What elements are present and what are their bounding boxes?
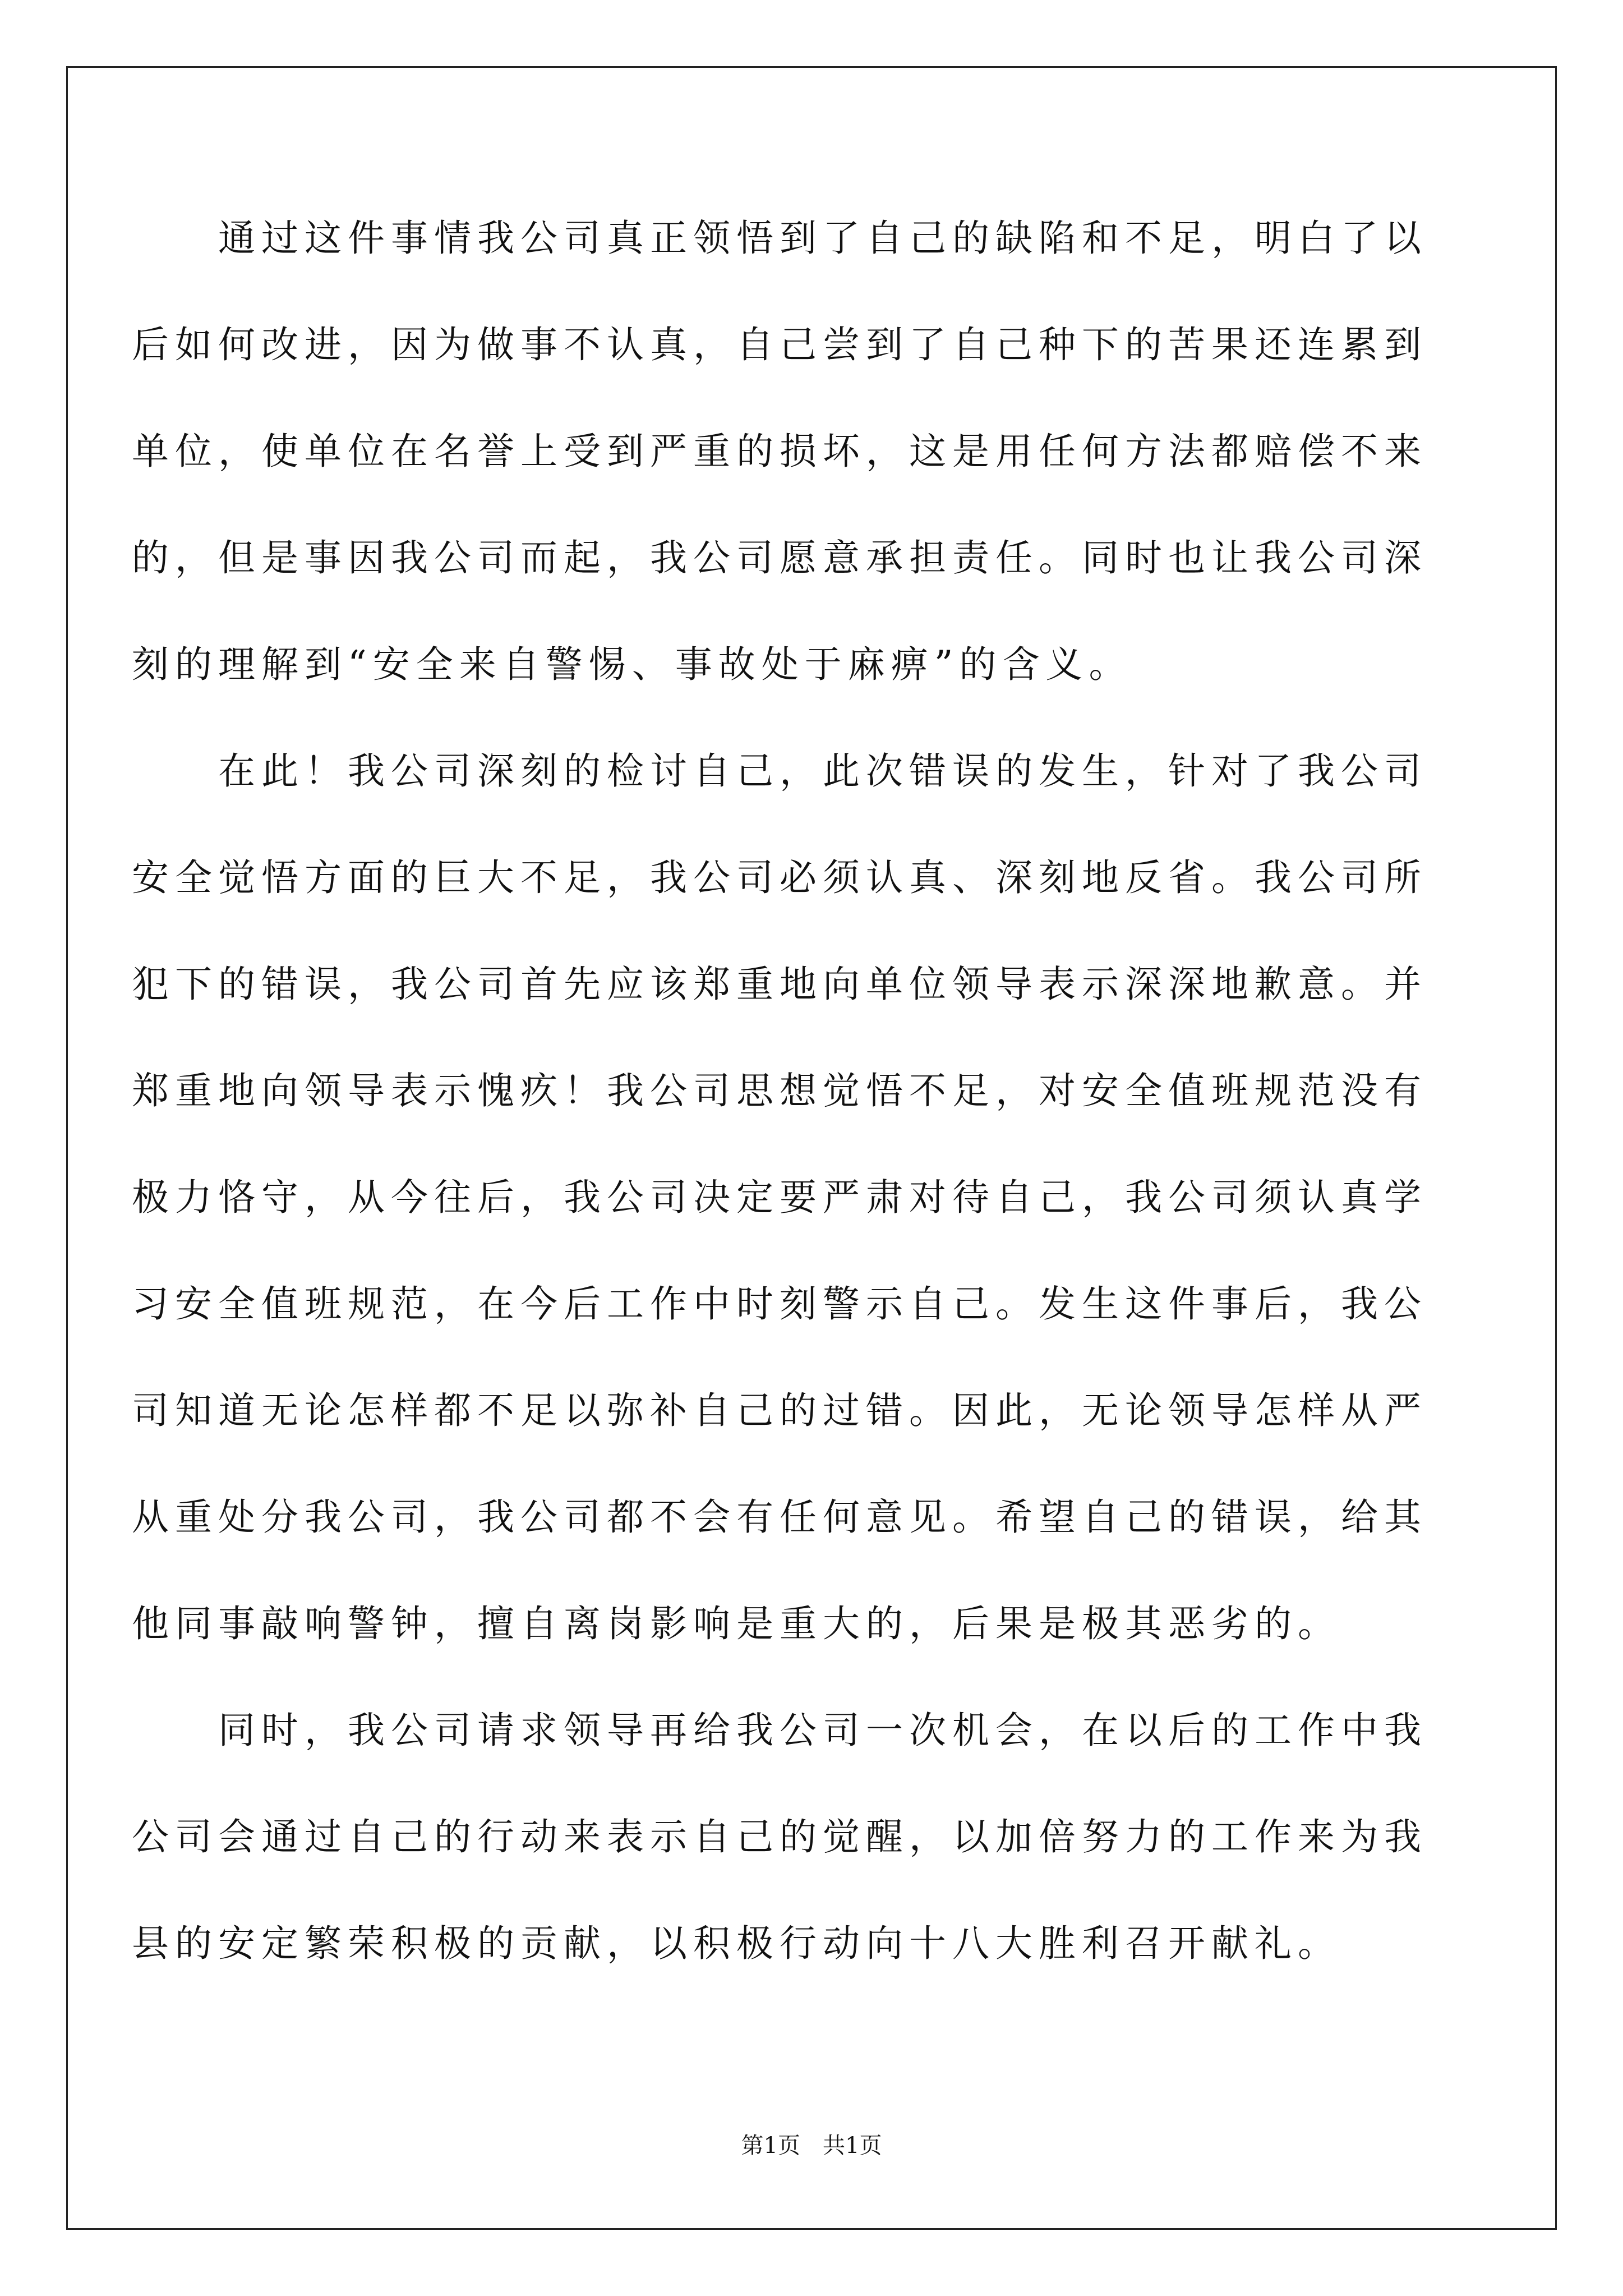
page-number: 第1页 xyxy=(741,2133,800,2159)
paragraph-2: 在此！我公司深刻的检讨自己，此次错误的发生，针对了我公司安全觉悟方面的巨大不足，我公司必须认真、深刻地反省。我公司所犯下的错误，我公司首先应该郑重地向单位领导表示深深地歉意。并郑重地向领导表示愧疚！我公司思想觉悟不足，对安全值班规范没有极力恪守，从今往后，我公司决定要严肃对待自己，我公司须认真学习安全值班规范，在今后工作中时刻警示自己。发生这件事后，我公司知道无论怎样都不足以弥补自己的过错。因此，无论领导怎样从严从重处分我公司，我公司都不会有任何意见。希望自己的错误，给其他同事敲响警钟，擅自离岗影响是重大的，后果是极其恶劣的。 xyxy=(132,749,1427,1645)
document-body xyxy=(132,185,1427,1997)
paragraph-1: 通过这件事情我公司真正领悟到了自己的缺陷和不足，明白了以后如何改进，因为做事不认真，自己尝到了自己种下的苦果还连累到单位，使单位在名誉上受到严重的损坏，这是用任何方法都赔偿不来的，但是事因我公司而起，我公司愿意承担责任。同时也让我公司深刻的理解到“安全来自警惕、事故处于麻痹”的含义。 xyxy=(132,217,1427,686)
paragraph-3: 同时，我公司请求领导再给我公司一次机会，在以后的工作中我公司会通过自己的行动来表示自己的觉醒，以加倍努力的工作来为我县的安定繁荣积极的贡献，以积极行动向十八大胜利召开献礼。 xyxy=(132,1709,1427,1965)
page-total: 共1页 xyxy=(823,2133,882,2159)
page-footer xyxy=(0,2129,1623,2162)
